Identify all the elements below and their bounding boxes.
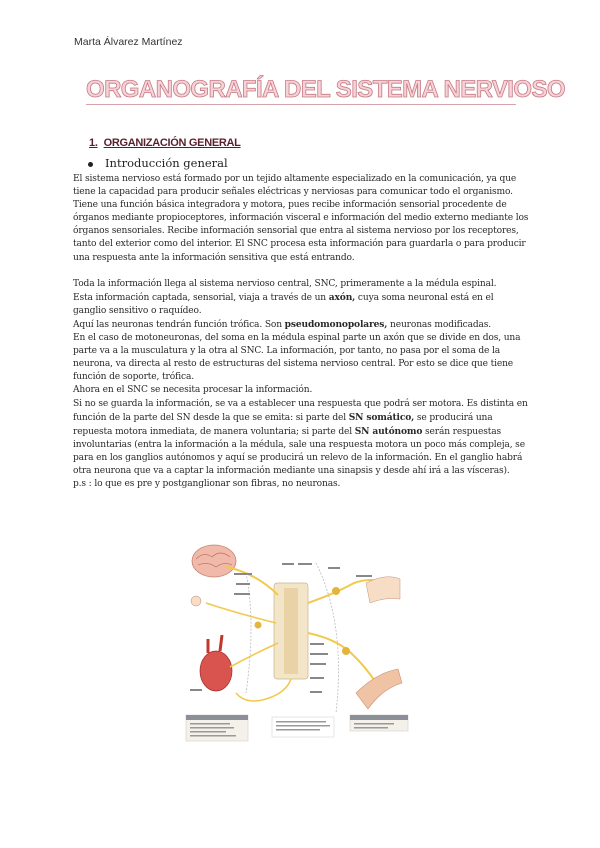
term-sn-somatico: SN somático,	[348, 411, 415, 423]
paragraph-trophic: Aquí las neuronas tendrán función trófica. Son pseudomonopolares, neuronas modificadas.	[73, 318, 492, 330]
page-title: ORGANOGRAFÍA DEL SISTEMA NERVIOSO	[86, 76, 565, 103]
nervous-system-figure	[186, 543, 410, 743]
term-sn-autonomo: SN autónomo	[354, 425, 423, 437]
paragraph-processing: Ahora en el SNC se necesita procesar la información.	[73, 385, 313, 396]
bullet-icon	[88, 162, 93, 167]
bullet-item	[88, 156, 228, 170]
paragraph-snc: Toda la información llega al sistema nervioso central, SNC, primeramente a la médula espinal.	[73, 278, 497, 289]
term-axon: axón,	[328, 291, 356, 303]
section-number: 1.	[89, 137, 98, 149]
paragraph-note: p.s : lo que es pre y postganglionar son fibras, no neuronas.	[73, 479, 341, 490]
author-name: Marta Álvarez Martínez	[74, 36, 183, 48]
figure-illustration	[186, 543, 410, 743]
title-underline	[86, 104, 516, 105]
paragraph-axon: Esta información captada, sensorial, viaja a través de un axón, cuya soma neuronal está en el ganglio sensitivo o raquídeo.	[73, 291, 494, 316]
bullet-label: Introducción general	[105, 156, 228, 170]
legend-box-center	[272, 717, 334, 737]
paragraph-intro: El sistema nervioso está formado por un tejido altamente especializado en la comunicación, ya que tiene la capacidad para producir señales eléctricas y nerviosas para comunicar todo el organismo. Tiene una función básica integradora y motora, pues recibe información sensorial procedente de órganos mediante propioceptores, información visceral e información del medio externo mediante los órganos sensoriales. Recibe información sensorial que entra al sistema nervioso por los receptores, tanto del exterior como del interior. El SNC procesa esta información para guardarla o para producir una respuesta ante la información sensitiva que está entrando.	[73, 174, 529, 263]
section-title: ORGANIZACIÓN GENERAL	[103, 137, 241, 149]
section-heading	[89, 137, 241, 149]
paragraph-response: Si no se guarda la información, se va a establecer una respuesta que podrá ser motora. Es distinta en función de la parte del SN desde la que se emita: si parte del SN somático, se producirá una repuesta motora inmediata, de manera voluntaria; si parte del SN autónomo serán respuestas involuntarias (entra la información a la médula, sale una respuesta motora un poco más compleja, se para en los ganglios autónomos y aquí se producirá un relevo de la información. En el ganglio habrá otra neurona que va a captar la información mediante una sinapsis y desde ahí irá a las vísceras).	[73, 398, 528, 476]
term-pseudomonopolar: pseudomonopolares,	[284, 318, 388, 330]
heart-shape	[200, 651, 232, 691]
body-text	[73, 173, 529, 491]
paragraph-motoneurons: En el caso de motoneuronas, del soma en la médula espinal parte un axón que se divide en dos, una parte va a la musculatura y la otra al SNC. La información, por tanto, no pasa por el soma de la neurona, va directa al resto de estructuras del sistema nervioso central. Por esto se dice que tiene función de soporte, trófica.	[73, 333, 521, 383]
brain-shape	[192, 545, 236, 577]
